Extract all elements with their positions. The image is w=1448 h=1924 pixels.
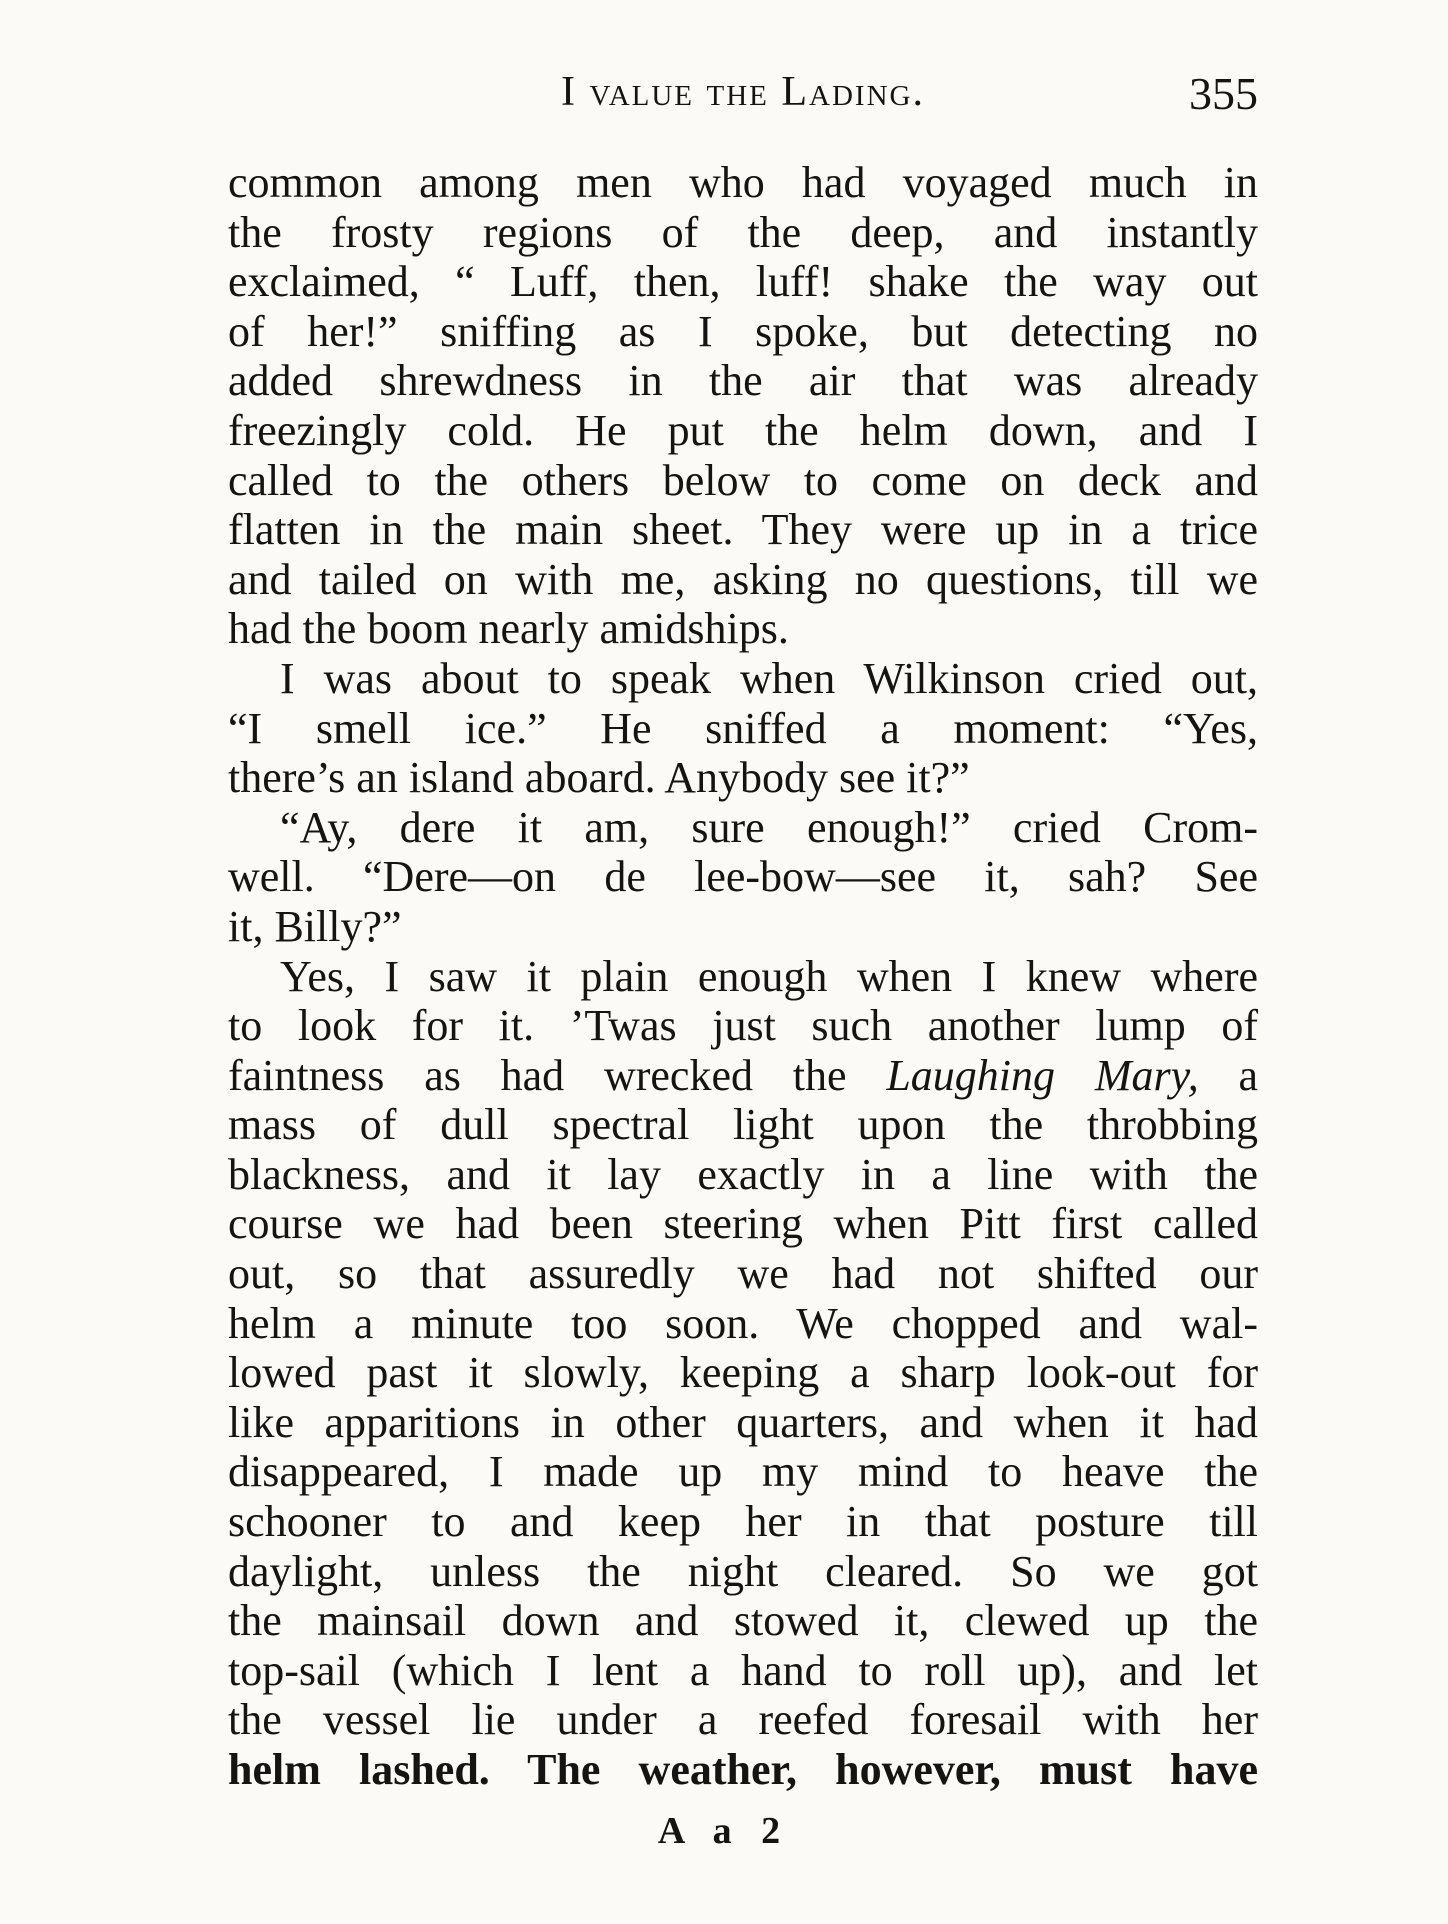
text-line: and tailed on with me, asking no questions, till we	[228, 554, 1258, 604]
text-line: helm a minute too soon. We chopped and wal-	[228, 1298, 1258, 1348]
text-line: out, so that assuredly we had not shifted our	[228, 1249, 1258, 1299]
text-line: the mainsail down and stowed it, clewed up the	[228, 1596, 1258, 1646]
text-line: called to the others below to come on deck and	[228, 455, 1258, 505]
text-line: top-sail (which I lent a hand to roll up), and let	[228, 1645, 1258, 1695]
text-line-part: a	[1198, 1050, 1258, 1100]
text-line: Yes, I saw it plain enough when I knew where	[280, 951, 1258, 1001]
text-line: the frosty regions of the deep, and instantly	[228, 207, 1258, 257]
text-line: “Ay, dere it am, sure enough!” cried Crom-	[280, 802, 1258, 852]
page-number: 355	[1189, 68, 1258, 119]
text-line: flatten in the main sheet. They were up in a trice	[228, 505, 1258, 555]
signature-mark: A a 2	[657, 1810, 791, 1852]
text-line: lowed past it slowly, keeping a sharp look-out for	[228, 1348, 1258, 1398]
text-line: I was about to speak when Wilkinson cried out,	[280, 653, 1258, 703]
text-line: of her!” sniffing as I spoke, but detecting no	[228, 306, 1258, 356]
text-line: course we had been steering when Pitt first called	[228, 1199, 1258, 1249]
body-text	[228, 158, 1258, 1795]
text-line: exclaimed, “ Luff, then, luff! shake the way out	[228, 257, 1258, 307]
text-line-part: faintness as had wrecked the	[228, 1050, 847, 1100]
text-line: had the boom nearly amidships.	[228, 604, 789, 654]
text-line: there’s an island aboard. Anybody see it?”	[228, 753, 970, 803]
text-line: freezingly cold. He put the helm down, and I	[228, 405, 1258, 455]
running-title: I value the Lading.	[561, 69, 925, 115]
text-line: common among men who had voyaged much in	[228, 158, 1258, 207]
text-line: disappeared, I made up my mind to heave the	[228, 1447, 1258, 1497]
text-line: blackness, and it lay exactly in a line with the	[228, 1149, 1258, 1199]
text-line: it, Billy?”	[228, 901, 402, 951]
text-line: schooner to and keep her in that posture till	[228, 1497, 1258, 1547]
text-line: to look for it. ’Twas just such another lump of	[228, 1001, 1258, 1051]
text-line: mass of dull spectral light upon the throbbing	[228, 1100, 1258, 1150]
text-line: daylight, unless the night cleared. So we got	[228, 1546, 1258, 1596]
ship-name: Laughing Mary,	[886, 1050, 1199, 1100]
text-line-with-ship-name	[228, 1051, 1258, 1101]
text-line: well. “Dere—on de lee-bow—see it, sah? See	[228, 852, 1258, 902]
text-line: helm lashed. The weather, however, must have	[228, 1745, 1258, 1794]
text-line: added shrewdness in the air that was already	[228, 356, 1258, 406]
text-line: “I smell ice.” He sniffed a moment: “Yes,	[228, 703, 1258, 753]
running-header	[228, 62, 1258, 132]
text-line: like apparitions in other quarters, and when it had	[228, 1397, 1258, 1447]
text-line: the vessel lie under a reefed foresail with her	[228, 1695, 1258, 1745]
